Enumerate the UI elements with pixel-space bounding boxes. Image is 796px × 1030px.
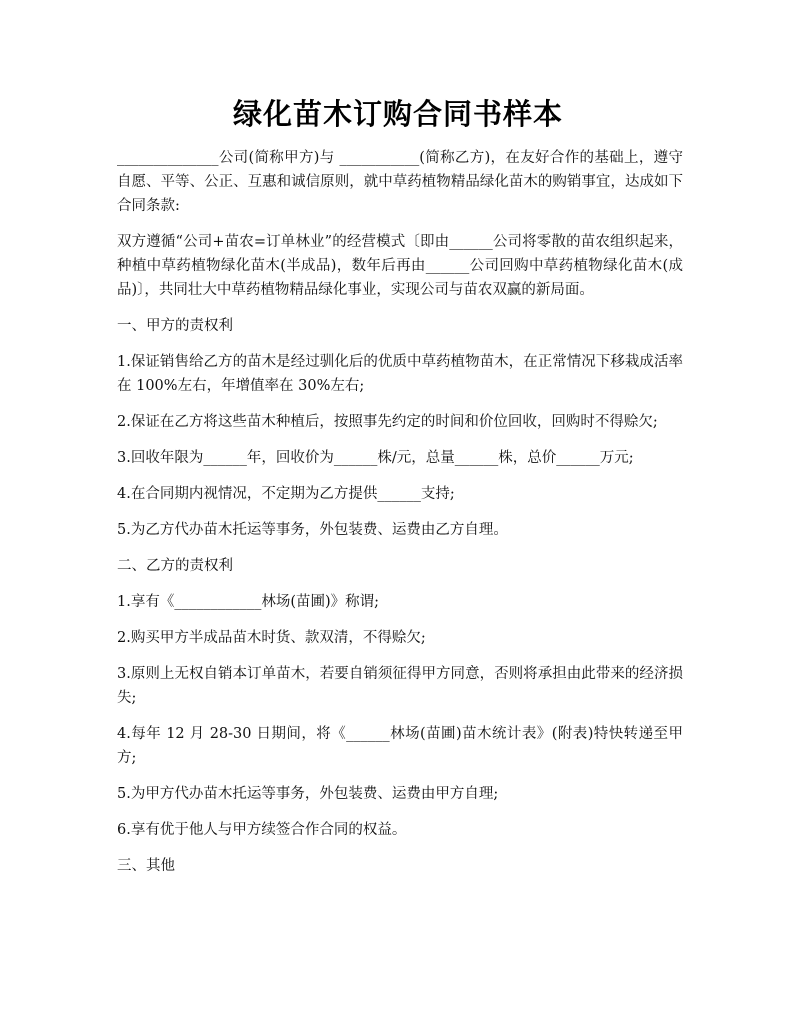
clause-b-4: 4.每年 12 月 28-30 日期间，将《______林场(苗圃)苗木统计表》(附表)特快转递至甲方; (117, 726, 683, 766)
clause-b-2: 2.购买甲方半成品苗木时货、款双清，不得赊欠; (117, 630, 426, 646)
business-model-paragraph: 双方遵循“公司+苗农=订单林业”的经营模式〔即由______公司将零散的苗农组织起来，种植中草药植物绿化苗木(半成品)，数年后再由______公司回购中草药植物绿化苗木(成品)〕，共同壮大中草药植物精品绿化事业，实现公司与苗农双赢的新局面。 (117, 234, 683, 298)
clause-a-4: 4.在合同期内视情况，不定期为乙方提供______支持; (117, 486, 455, 502)
clause-a-1: 1.保证销售给乙方的苗木是经过驯化后的优质中草药植物苗木，在正常情况下移栽成活率在 100%左右，年增值率在 30%左右; (117, 354, 683, 394)
clause-b-6: 6.享有优于他人与甲方续签合作合同的权益。 (117, 822, 407, 838)
clause-a-5: 5.为乙方代办苗木托运等事务，外包装费、运费由乙方自理。 (117, 522, 508, 538)
document-body (117, 146, 683, 890)
clause-a-3: 3.回收年限为______年，回收价为______株/元，总量______株，总价______万元; (117, 450, 634, 466)
clause-b-1: 1.享有《____________林场(苗圃)》称谓; (117, 594, 380, 610)
section-heading-party-b: 二、乙方的责权利 (117, 558, 233, 574)
intro-paragraph: ______________公司(简称甲方)与 ___________(简称乙方)，在友好合作的基础上，遵守自愿、平等、公正、互惠和诚信原则，就中草药植物精品绿化苗木的购销事宜，达成如下合同条款: (117, 150, 683, 214)
clause-a-2: 2.保证在乙方将这些苗木种植后，按照事先约定的时间和价位回收，回购时不得赊欠; (117, 414, 658, 430)
section-heading-other: 三、其他 (117, 858, 175, 874)
section-heading-party-a: 一、甲方的责权利 (117, 318, 233, 334)
document-title: 绿化苗木订购合同书样本 (232, 97, 563, 131)
clause-b-5: 5.为甲方代办苗木托运等事务，外包装费、运费由甲方自理; (117, 786, 499, 802)
clause-b-3: 3.原则上无权自销本订单苗木，若要自销须征得甲方同意，否则将承担由此带来的经济损失; (117, 666, 683, 706)
